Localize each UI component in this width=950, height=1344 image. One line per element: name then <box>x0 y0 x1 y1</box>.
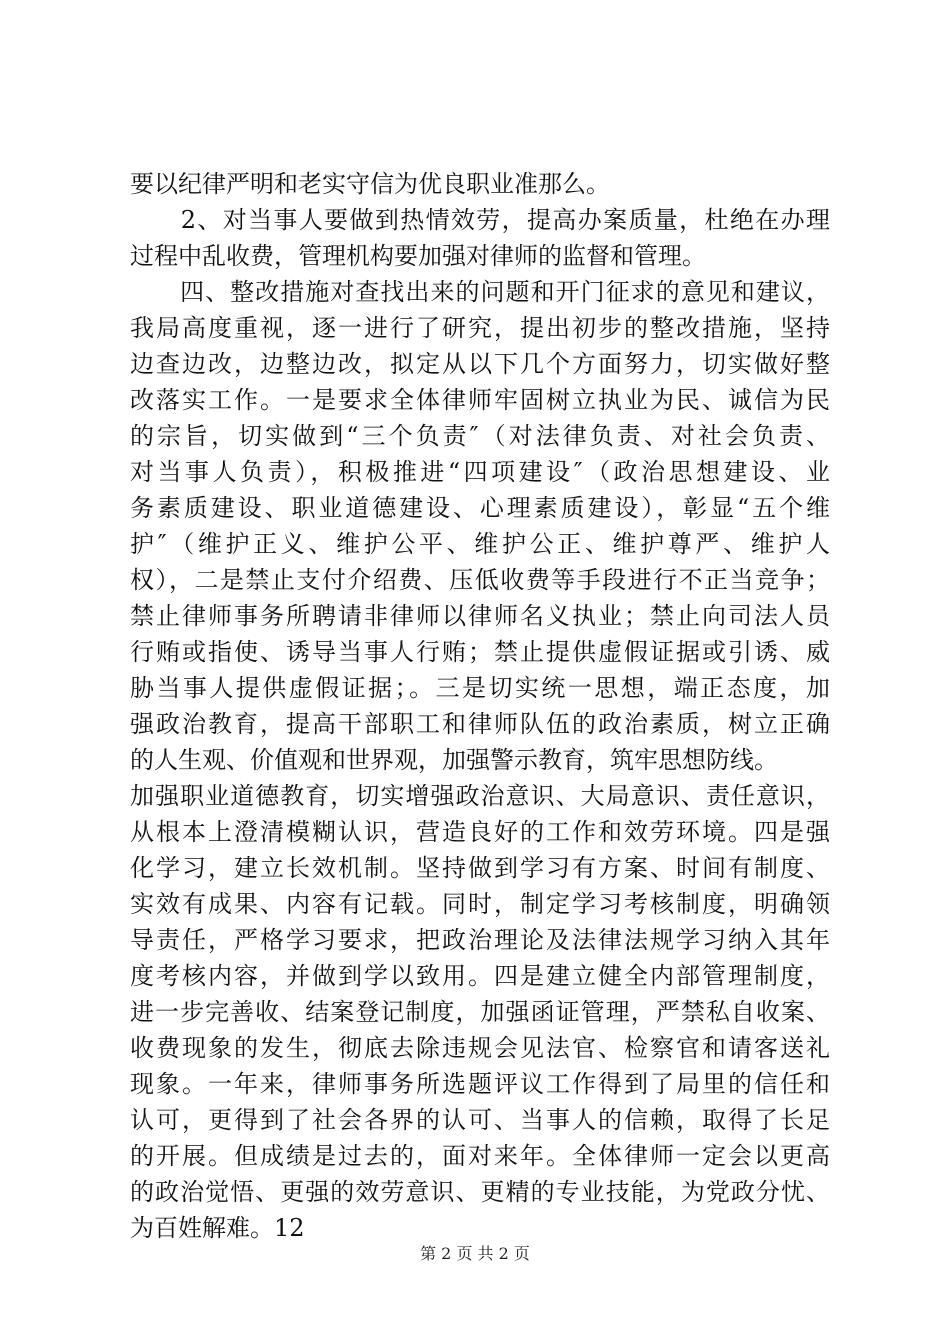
text-line: 过程中乱收费，管理机构要加强对律师的监督和管理。 <box>130 242 706 270</box>
page-footer: 第 2 页 共 2 页 <box>420 1244 530 1263</box>
text-line: 改落实工作。一是要求全体律师牢固树立执业为民、诚信为民 <box>130 386 830 414</box>
text-line: 实效有成果、内容有记载。同时，制定学习考核制度，明确领 <box>130 890 830 918</box>
text-line: 从根本上澄清模糊认识，营造良好的工作和效劳环境。四是强 <box>130 818 830 846</box>
text-line: 认可，更得到了社会各界的认可、当事人的信赖，取得了长足 <box>130 1106 830 1134</box>
text-line: 收费现象的发生，彻底去除违规会见法官、检察官和请客送礼 <box>130 1034 830 1062</box>
text-line: 权），二是禁止支付介绍费、压低收费等手段进行不正当竞争； <box>130 566 830 594</box>
text-line: 的人生观、价值观和世界观，加强警示教育，筑牢思想防线。 <box>130 746 778 774</box>
text-line: 现象。一年来，律师事务所选题评议工作得到了局里的信任和 <box>130 1070 830 1098</box>
text-line: 进一步完善收、结案登记制度，加强函证管理，严禁私自收案、 <box>130 998 830 1026</box>
text-line: 我局高度重视，逐一进行了研究，提出初步的整改措施，坚持 <box>130 314 830 342</box>
text-line: 导责任，严格学习要求，把政治理论及法律法规学习纳入其年 <box>130 926 830 954</box>
text-line: 度考核内容，并做到学以致用。四是建立健全内部管理制度， <box>130 962 830 990</box>
text-line: 2、对当事人要做到热情效劳，提高办案质量，杜绝在办理 <box>130 206 830 234</box>
text-line: 护″（维护正义、维护公平、维护公正、维护尊严、维护人 <box>130 530 830 558</box>
text-line: 为百姓解难。12 <box>130 1214 305 1242</box>
text-line: 边查边改，边整边改，拟定从以下几个方面努力，切实做好整 <box>130 350 830 378</box>
text-line: 加强职业道德教育，切实增强政治意识、大局意识、责任意识， <box>130 782 830 810</box>
text-line: 务素质建设、职业道德建设、心理素质建设），彰显“五个维 <box>130 494 830 522</box>
text-line: 要以纪律严明和老实守信为优良职业准那么。 <box>130 170 610 198</box>
text-line: 化学习，建立长效机制。坚持做到学习有方案、时间有制度、 <box>130 854 830 882</box>
text-line: 的政治觉悟、更强的效劳意识、更精的专业技能，为党政分忧、 <box>130 1178 830 1206</box>
text-line: 行贿或指使、诱导当事人行贿；禁止提供虚假证据或引诱、威 <box>130 638 830 666</box>
text-line: 对当事人负责），积极推进“四项建设″（政治思想建设、业 <box>130 458 830 486</box>
text-line: 四、整改措施对查找出来的问题和开门征求的意见和建议， <box>130 278 830 306</box>
document-body <box>130 166 830 1246</box>
text-line: 禁止律师事务所聘请非律师以律师名义执业；禁止向司法人员 <box>130 602 830 630</box>
text-line: 强政治教育，提高干部职工和律师队伍的政治素质，树立正确 <box>130 710 830 738</box>
text-line: 胁当事人提供虚假证据；。三是切实统一思想，端正态度，加 <box>130 674 830 702</box>
text-line: 的开展。但成绩是过去的，面对来年。全体律师一定会以更高 <box>130 1142 830 1170</box>
text-line: 的宗旨，切实做到“三个负责″（对法律负责、对社会负责、 <box>130 422 830 450</box>
